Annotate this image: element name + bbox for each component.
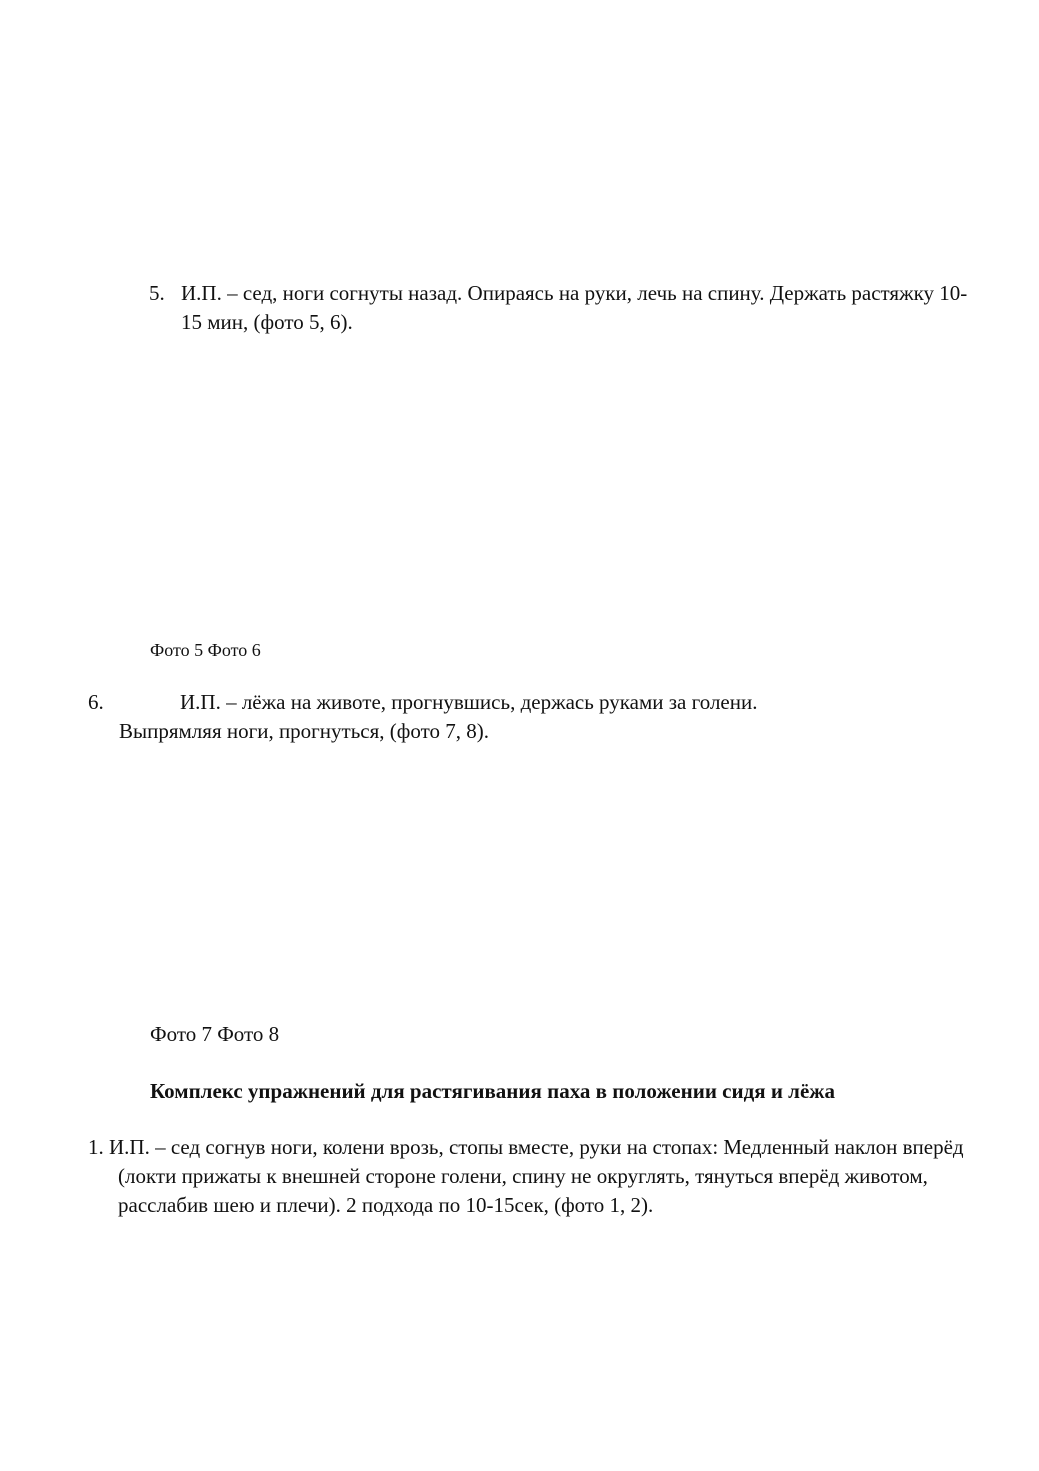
- photo-caption-5-6: Фото 5 Фото 6: [150, 640, 261, 660]
- exercise-item-6: [88, 688, 968, 746]
- photo-caption-7-8: Фото 7 Фото 8: [150, 1022, 280, 1046]
- exercise-text-line-1: И.П. – лёжа на животе, прогнувшись, держась руками за голени.: [180, 690, 758, 714]
- exercise-text-line-2: Выпрямляя ноги, прогнуться, (фото 7, 8).: [119, 719, 489, 743]
- section-heading: Комплекс упражнений для растягивания паха в положении сидя и лёжа: [150, 1079, 836, 1103]
- exercise-text: 1. И.П. – сед согнув ноги, колени врозь, стопы вместе, руки на стопах: Медленный наклон вперёд (локти прижаты к внешней стороне голени, спину не округлять, тянуться вперёд животом, расслабив шею и плечи). 2 подхода по 10-15сек, (фото 1, 2).: [88, 1135, 964, 1217]
- exercise-line-1: [88, 688, 968, 717]
- exercise-number: 6.: [88, 690, 104, 714]
- exercise-item-5: [149, 279, 979, 337]
- exercise-text: И.П. – сед, ноги согнуты назад. Опираясь на руки, лечь на спину. Держать растяжку 10-15 мин, (фото 5, 6).: [181, 281, 968, 334]
- exercise-number: 5.: [149, 281, 165, 305]
- exercise-item-1: [88, 1133, 968, 1220]
